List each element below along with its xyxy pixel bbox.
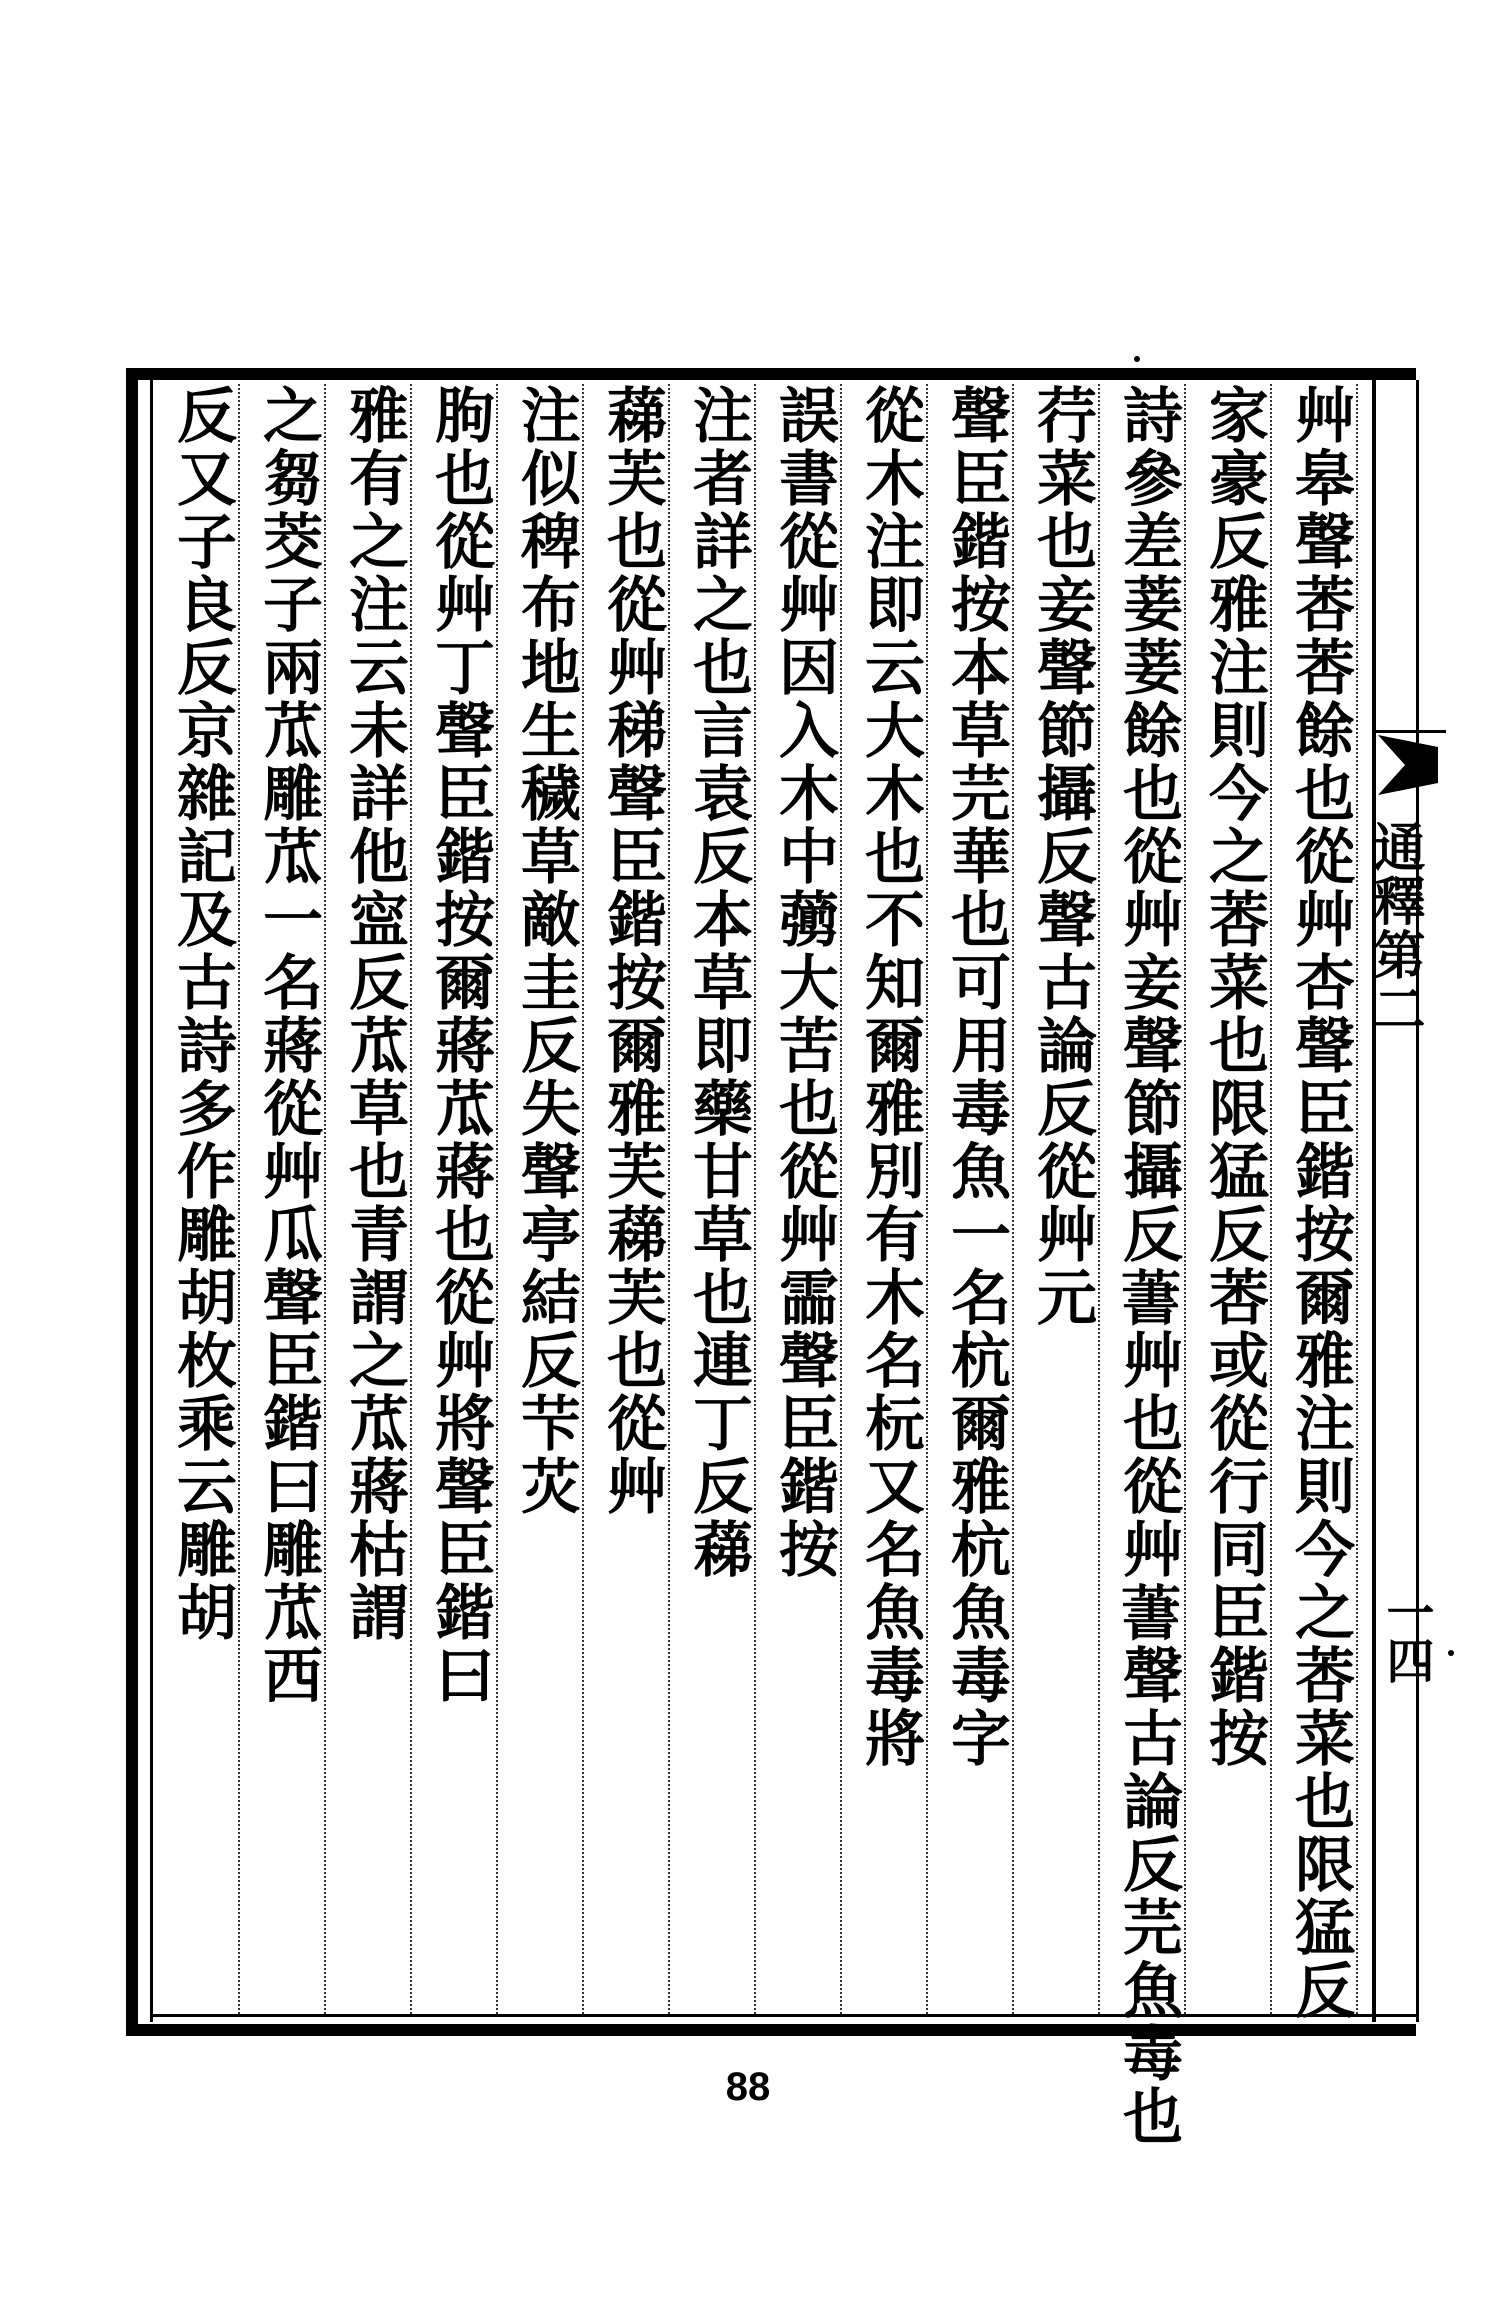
fishtail-rule xyxy=(1376,730,1446,733)
ink-speck xyxy=(1448,1650,1454,1656)
text-column xyxy=(506,384,584,2014)
text-column xyxy=(764,384,842,2014)
text-column xyxy=(334,384,412,2014)
column-text: 聲臣鍇按本草芫華也可用毒魚一名杭爾雅杭魚毒字 xyxy=(941,384,1011,1770)
text-column xyxy=(850,384,928,2014)
column-text: 反又子良反京雜記及古詩多作雕胡枚乘云雕胡 xyxy=(167,384,237,1644)
text-column xyxy=(162,384,240,2014)
text-column xyxy=(936,384,1014,2014)
column-text: 雅有之注云未詳他寍反苽草也青謂之苽蔣枯謂 xyxy=(339,384,409,1644)
text-column xyxy=(592,384,670,2014)
column-text: 蕛芙也從艸稊聲臣鍇按爾雅芙蕛芙也從艸 xyxy=(597,384,667,1518)
margin-rule xyxy=(1372,380,1376,2022)
column-text: 誤書從艸因入木中𦿶大苦也從艸霝聲臣鍇按 xyxy=(769,384,839,1581)
column-text: 注者詳之也言袁反本草即藥甘草也連丁反蕛 xyxy=(683,384,753,1581)
text-column xyxy=(1280,384,1358,2022)
column-text: 荇菜也妾聲節攝反聲古論反從艸元 xyxy=(1027,384,1097,1329)
margin-rule-outer xyxy=(1416,380,1419,2022)
text-column xyxy=(1108,384,1186,2148)
column-text: 之芻茭子兩苽雕苽一名蔣從艸瓜聲臣鍇曰雕苽西 xyxy=(253,384,323,1707)
running-title: 通釋第二 xyxy=(1364,820,1425,1036)
column-text: 從木注即云大木也不知爾雅別有木名杬又名魚毒將 xyxy=(855,384,925,1770)
page-number: 88 xyxy=(725,2065,771,2109)
text-column xyxy=(420,384,498,2014)
column-text: 朐也從艸丁聲臣鍇按爾蔣苽蔣也從艸將聲臣鍇曰 xyxy=(425,384,495,1707)
frame-inner-rule-bottom xyxy=(150,2014,1416,2017)
folio-number: 一四 xyxy=(1378,1588,1434,1684)
column-text: 詩參差菨菨餘也從艸妾聲節攝反𦶕艸也從艸𦶕聲古論反芫魚毒也 xyxy=(1113,384,1183,2148)
text-column xyxy=(678,384,756,2014)
column-text: 艸皋聲莕莕餘也從艸杏聲臣鍇按爾雅注則今之莕菜也限猛反 xyxy=(1285,384,1355,2022)
text-column xyxy=(1194,384,1272,2014)
text-column xyxy=(1022,384,1100,2014)
ink-speck xyxy=(1134,356,1140,362)
text-column xyxy=(248,384,326,2014)
column-text: 家豪反雅注則今之莕菜也限猛反莕或從行同臣鍇按 xyxy=(1199,384,1269,1770)
column-text: 注似稗布地生穢草敵圭反失聲亭結反芐苂 xyxy=(511,384,581,1518)
frame-inner-rule-left xyxy=(150,380,153,2022)
